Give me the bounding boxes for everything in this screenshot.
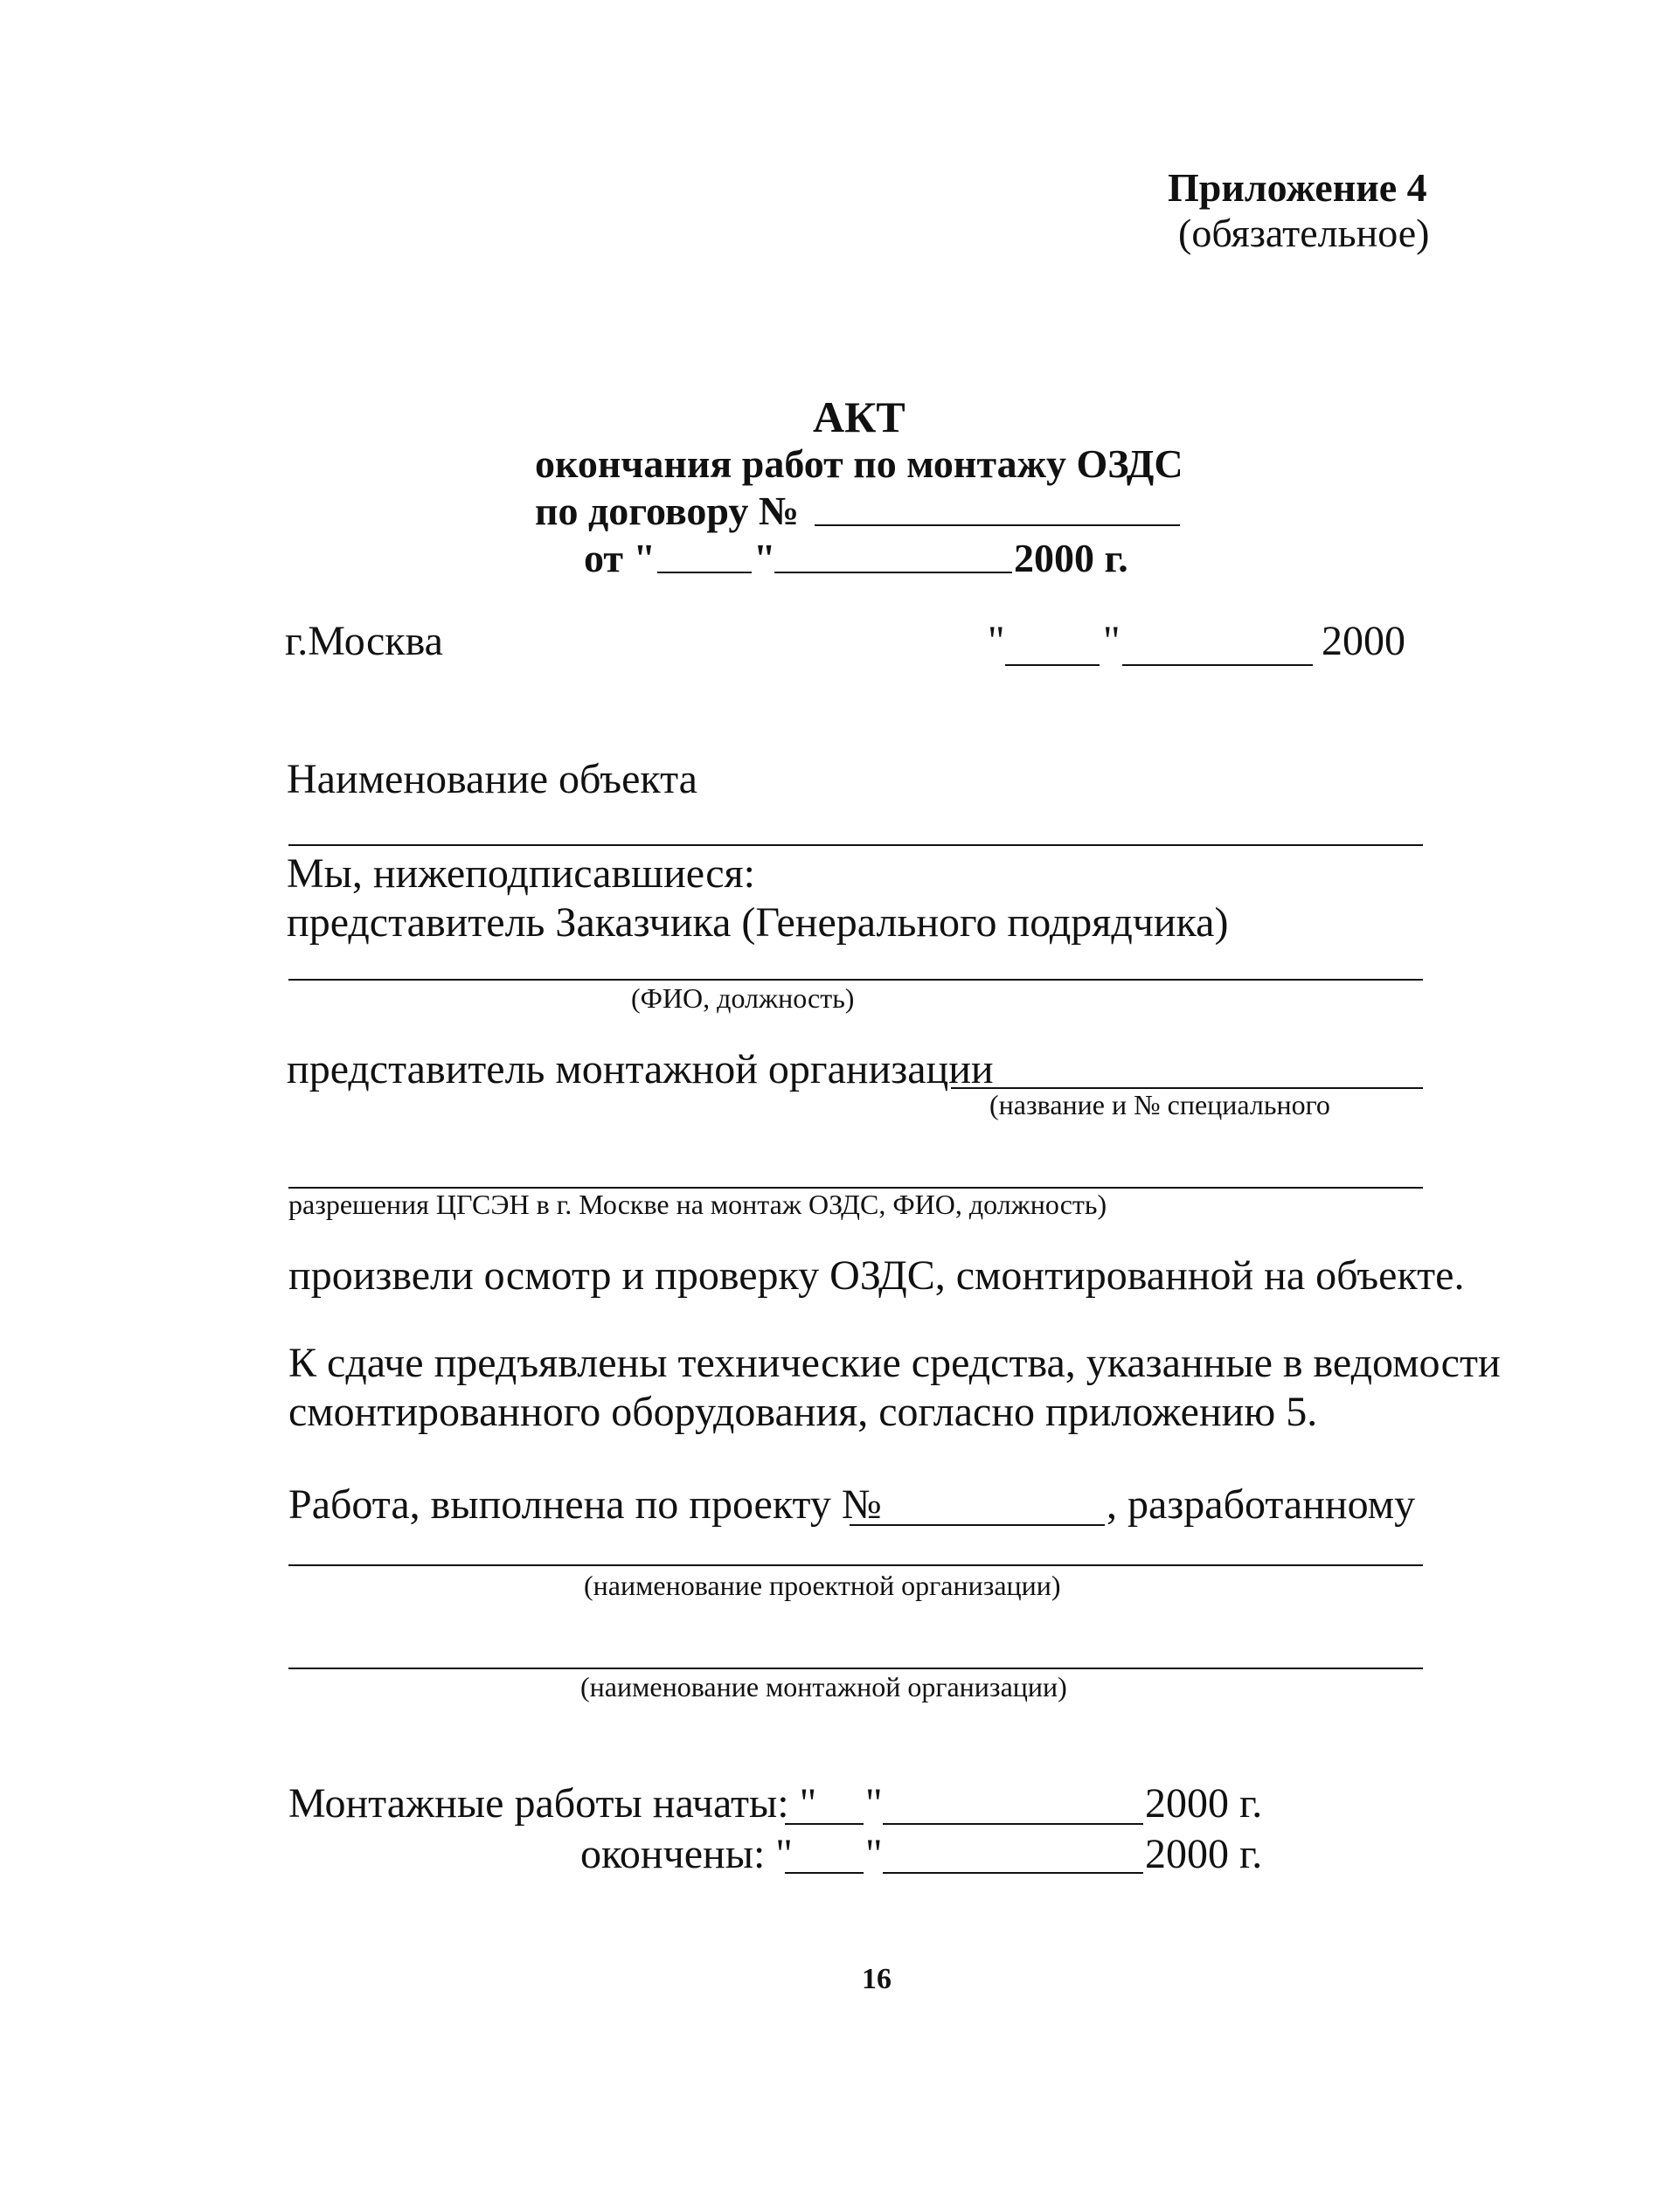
date-year: 2000 — [1322, 618, 1405, 664]
submitted-statement-line2: смонтированного оборудования, согласно приложению 5. — [288, 1389, 1318, 1435]
signatories-intro: Мы, нижеподписавшиеся: — [287, 850, 755, 897]
object-name-field[interactable] — [288, 844, 1423, 846]
customer-representative-hint: (ФИО, должность) — [631, 982, 855, 1014]
submitted-statement-line1: К сдаче предъявлены технические средства, указанные в ведомости — [288, 1340, 1501, 1386]
works-finished-day-field[interactable] — [785, 1872, 864, 1874]
contract-date-day-field[interactable] — [657, 572, 752, 573]
project-developed-by-label: , разработанному — [1107, 1481, 1416, 1528]
object-name-label: Наименование объекта — [287, 756, 697, 802]
customer-representative-field[interactable] — [288, 979, 1423, 981]
contract-number-field[interactable] — [815, 524, 1180, 526]
contract-date-quote: " — [753, 536, 776, 580]
installer-representative-label: представитель монтажной организации — [287, 1046, 994, 1092]
installer-hint-line1: (название и № специального — [989, 1089, 1330, 1120]
design-organization-hint: (наименование проектной организации) — [584, 1570, 1061, 1601]
project-number-label: Работа, выполнена по проекту № — [288, 1481, 882, 1528]
works-finished-label: окончены: " — [580, 1831, 793, 1877]
works-finished-month-field[interactable] — [883, 1872, 1143, 1874]
installation-organization-field[interactable] — [288, 1668, 1423, 1669]
works-finished-quote: " — [865, 1831, 883, 1877]
date-close-quote: " — [1103, 618, 1120, 664]
date-open-quote: " — [988, 618, 1005, 664]
installer-hint-line2: разрешения ЦГСЭН в г. Москве на монтаж ОЗДС, ФИО, должность) — [288, 1189, 1107, 1220]
works-started-day-field[interactable] — [785, 1823, 864, 1825]
city: г.Москва — [285, 618, 443, 664]
contract-number-label: по договору № — [535, 489, 800, 533]
date-day-field[interactable] — [1005, 664, 1100, 666]
works-started-label: Монтажные работы начаты: " — [288, 1780, 817, 1827]
works-started-year: 2000 г. — [1145, 1780, 1263, 1827]
inspection-statement: произвели осмотр и проверку ОЗДС, смонтированной на объекте. — [288, 1252, 1465, 1299]
works-started-month-field[interactable] — [883, 1823, 1143, 1825]
works-started-quote: " — [865, 1780, 883, 1827]
date-month-field[interactable] — [1122, 664, 1313, 666]
contract-date-year: 2000 г. — [1014, 536, 1128, 580]
appendix-subtitle: (обязательное) — [1178, 211, 1430, 255]
contract-date-prefix: от " — [584, 536, 656, 580]
act-subtitle: окончания работ по монтажу ОЗДС — [535, 441, 1183, 486]
act-title: АКТ — [813, 392, 905, 441]
appendix-title: Приложение 4 — [1168, 165, 1427, 210]
project-number-field[interactable] — [850, 1524, 1105, 1526]
contract-date-month-field[interactable] — [774, 572, 1012, 573]
customer-representative-label: представитель Заказчика (Генерального подрядчика) — [287, 899, 1229, 946]
design-organization-field[interactable] — [288, 1564, 1423, 1566]
works-finished-year: 2000 г. — [1145, 1831, 1263, 1877]
installation-organization-hint: (наименование монтажной организации) — [580, 1671, 1067, 1702]
page-number: 16 — [862, 1963, 892, 1995]
